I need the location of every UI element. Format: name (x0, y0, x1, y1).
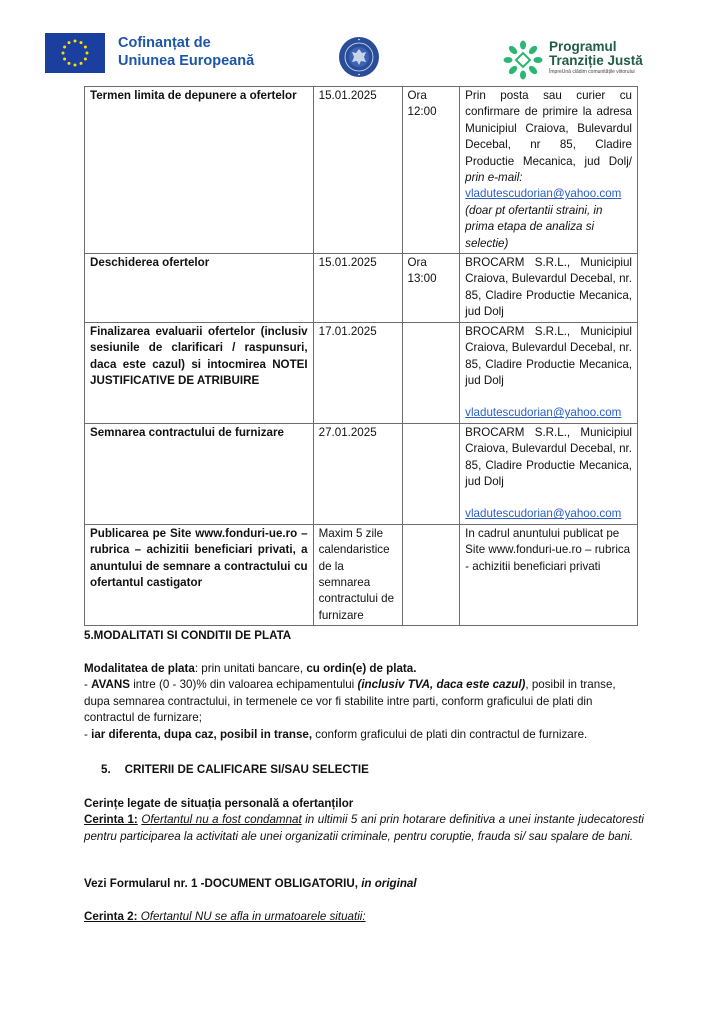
time-label: Ora (407, 256, 427, 270)
eu-flag-icon (45, 33, 105, 73)
date-cell: 27.01.2025 (313, 423, 402, 524)
time-cell (402, 322, 460, 423)
payment-diferenta (84, 727, 644, 743)
payment-modalitate (84, 661, 644, 677)
formular-bold: Vezi Formularul nr. 1 -DOCUMENT OBLIGATORIU, (84, 877, 358, 890)
location-cell (460, 87, 638, 254)
date-cell: Maxim 5 zile calendaristice de la semnarea contractului de furnizare (313, 524, 402, 625)
criteria-heading-text: CRITERII DE CALIFICARE SI/SAU SELECTIE (124, 763, 369, 776)
table-row (85, 423, 638, 524)
cerinta-2-text: Ofertantul NU se afla in urmatoarele situatii: (137, 910, 366, 923)
table-row (85, 254, 638, 323)
activity-cell: Publicarea pe Site www.fonduri-ue.ro – rubrica – achizitii beneficiari privati, a anuntului de semnare a contractului cu ofertantul castigator (85, 524, 314, 625)
location-text: BROCARM S.R.L., Municipiul Craiova, Bulevardul Decebal, nr. 85, Cladire Productie Mecanica, jud Dolj (465, 425, 632, 488)
diferenta-bold: iar diferenta, dupa caz, posibil in transe, (91, 727, 313, 741)
ptj-text (549, 40, 709, 76)
cerinta-2-label: Cerinta 2: (84, 910, 138, 923)
diferenta-prefix: - (84, 727, 92, 741)
avans-rest: , posibil in transe, dupa semnarea contractului, in termenele ce vor fi stabilite intre parti, conform graficului de plati din contractul de furnizare; (84, 678, 616, 725)
page-header (0, 0, 724, 86)
time-value: 13:00 (407, 272, 437, 286)
eu-text-line1: Cofinanțat de (118, 35, 211, 51)
location-cell: BROCARM S.R.L., Municipiul Craiova, Bulevardul Decebal, nr. 85, Cladire Productie Mecanica, jud Dolj (460, 254, 638, 323)
cerinta-1 (84, 812, 644, 845)
ptj-title-line1: Programul (549, 39, 617, 54)
email-link[interactable]: vladutescudorian@yahoo.com (465, 187, 622, 201)
schedule-table (84, 86, 638, 626)
location-note: (doar pt ofertantii straini, in prima etapa de analiza si selectie) (465, 203, 603, 250)
avans-prefix: - (84, 678, 92, 692)
criteria-heading (101, 762, 661, 778)
table-row (85, 322, 638, 423)
cerinta-1-text: in ultimii 5 ani prin hotarare definitiva a unei instante judecatoresti pentru participarea la activitati ale unei organizatii criminale, pentru coruptie, frauda si/ sau spalare de bani. (84, 813, 644, 843)
location-cell (460, 322, 638, 423)
date-cell: 17.01.2025 (313, 322, 402, 423)
activity-cell: Semnarea contractului de furnizare (85, 423, 314, 524)
activity-cell: Termen limita de depunere a ofertelor (85, 87, 314, 254)
date-cell: 15.01.2025 (313, 254, 402, 323)
ptj-title-line2: Tranziție Justă (549, 53, 643, 68)
ptj-tagline: ÎmpreUnă clădim comunitățile viitorului (549, 69, 635, 75)
avans-tva-note: (inclusiv TVA, daca este cazul) (357, 678, 526, 692)
location-text: Prin posta sau curier cu confirmare de primire la adresa Municipiul Craiova, Bulevardul Decebal, nr 85, Cladire Productie Mecanica, jud Dolj/ (465, 89, 632, 168)
formular-note (84, 876, 644, 892)
modalitate-text: : prin unitati bancare, (194, 662, 307, 675)
ptj-leaf-icon (503, 40, 543, 80)
time-label: Ora (407, 89, 427, 102)
cerinta-2 (84, 909, 644, 925)
payment-heading: 5.MODALITATI SI CONDITII DE PLATA (84, 629, 292, 642)
email-link[interactable]: vladutescudorian@yahoo.com (465, 406, 622, 420)
avans-text: intre (0 - 30)% din valoarea echipamentului (129, 678, 358, 692)
cerinta-1-underlined: Ofertantul nu a fost condamnat (141, 813, 302, 827)
table-row (85, 524, 638, 625)
time-cell (402, 254, 460, 323)
criteria-body (84, 796, 644, 845)
table-row (85, 87, 638, 254)
email-link[interactable]: vladutescudorian@yahoo.com (465, 507, 622, 521)
location-email-label: prin e-mail: (465, 171, 523, 185)
formular-italic: in original (357, 877, 417, 890)
guvernul-romaniei-seal-icon (338, 36, 380, 78)
eu-cofinantat-label (118, 34, 254, 70)
payment-body (84, 661, 644, 743)
criteria-heading-number: 5. (101, 763, 111, 776)
activity-cell: Deschiderea ofertelor (85, 254, 314, 323)
payment-avans (84, 677, 644, 726)
diferenta-rest: conform graficului de plati din contractul de furnizare. (312, 727, 588, 741)
modalitate-bold: cu ordin(e) de plata. (306, 662, 417, 675)
location-cell (460, 423, 638, 524)
criteria-subheading: Cerințe legate de situația personală a ofertanților (84, 797, 354, 810)
time-value: 12:00 (407, 105, 437, 119)
activity-cell: Finalizarea evaluarii ofertelor (inclusiv sesiunile de clarificari / raspunsuri, daca este cazul) si intocmirea NOTEI JUSTIFICATIVE DE ATRIBUIRE (85, 322, 314, 423)
location-text: BROCARM S.R.L., Municipiul Craiova, Bulevardul Decebal, nr. 85, Cladire Productie Mecanica, jud Dolj (465, 324, 632, 387)
location-cell: In cadrul anuntului publicat pe Site www.fonduri-ue.ro – rubrica - achizitii beneficiari privati (460, 524, 638, 625)
time-cell (402, 423, 460, 524)
avans-label: AVANS (91, 678, 130, 692)
time-cell (402, 87, 460, 254)
eu-text-line2: Uniunea Europeană (118, 53, 255, 69)
cerinta-1-label: Cerinta 1: (84, 813, 138, 827)
date-cell: 15.01.2025 (313, 87, 402, 254)
modalitate-label: Modalitatea de plata (84, 662, 195, 675)
time-cell (402, 524, 460, 625)
